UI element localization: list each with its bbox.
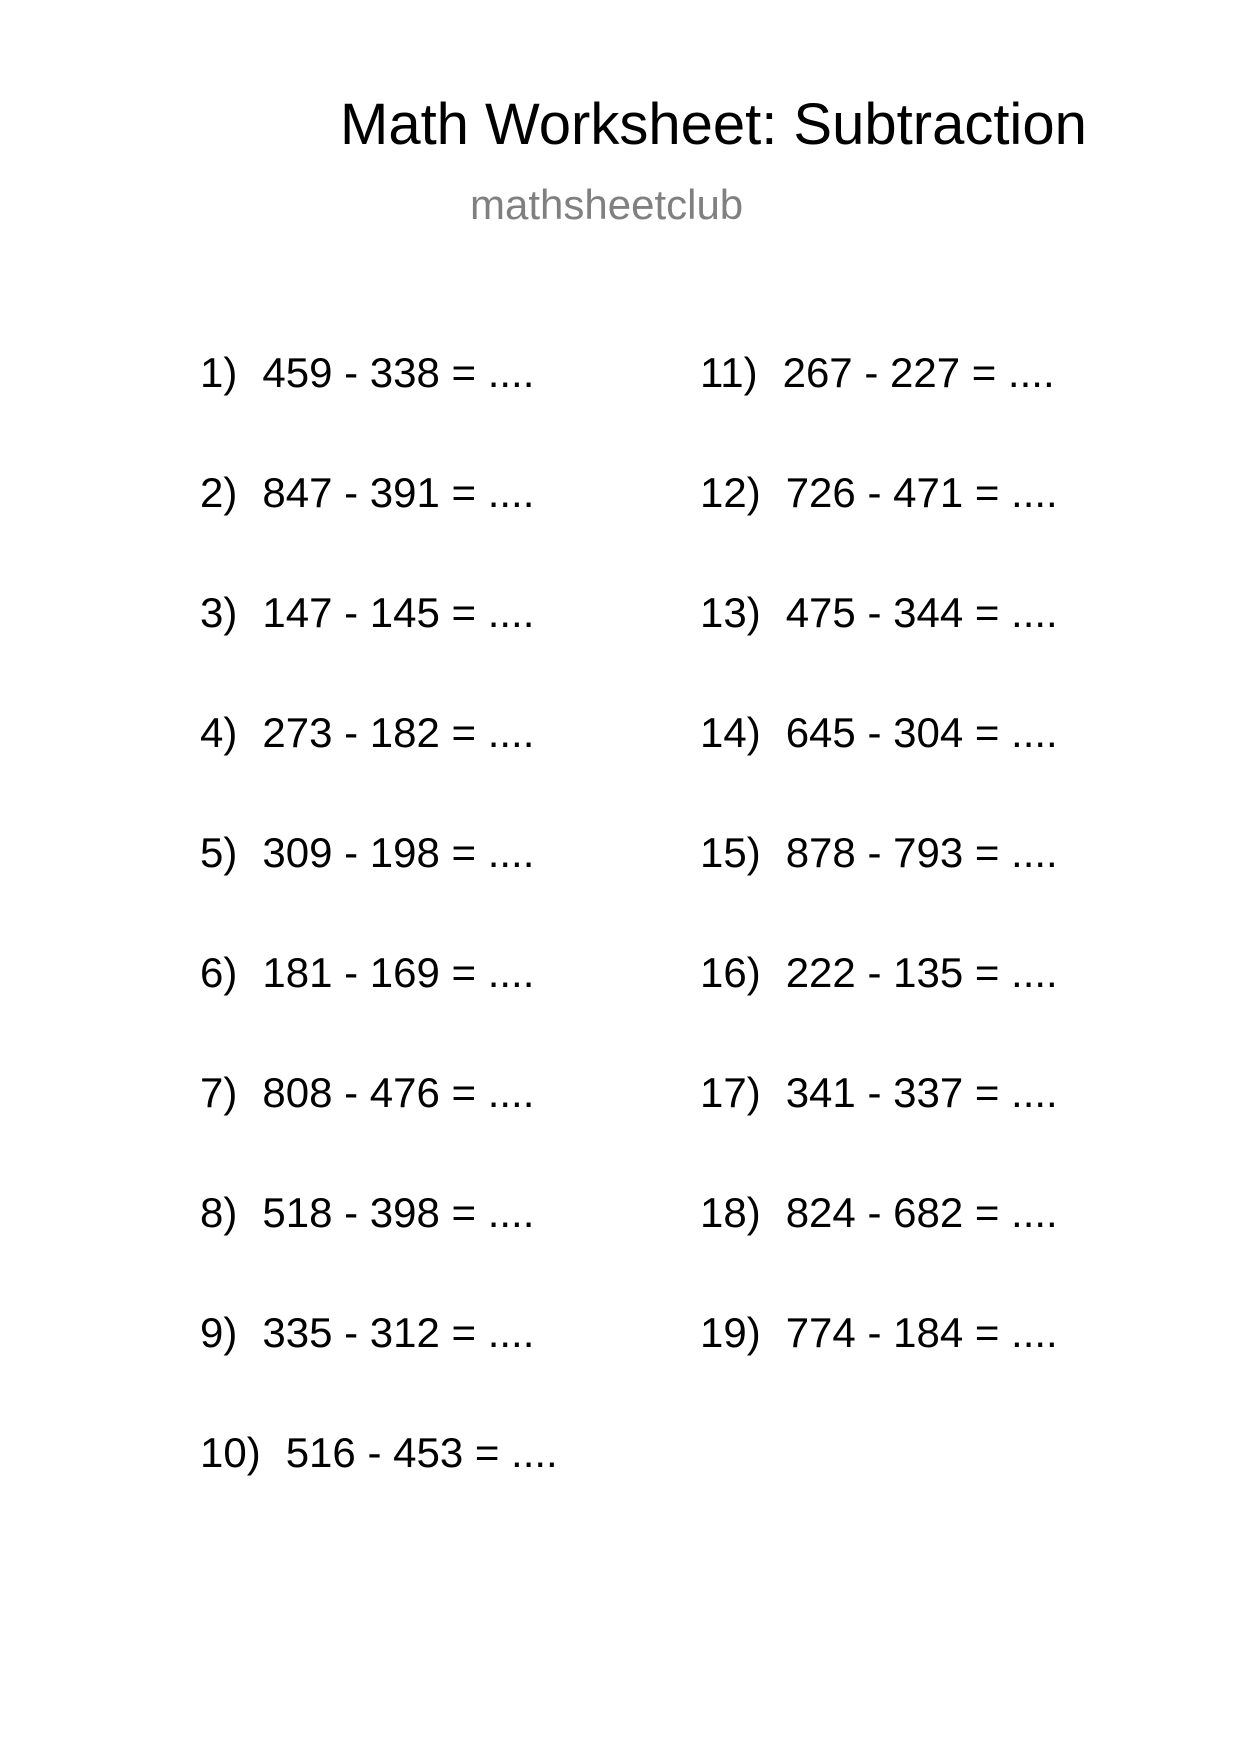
problem-number: 7) xyxy=(200,1069,238,1116)
problem-item xyxy=(700,1309,1058,1356)
problem-item xyxy=(700,469,1058,516)
problem-item xyxy=(200,1309,535,1356)
problem-expression: 459 - 338 = .... xyxy=(262,349,535,396)
problem-expression: 645 - 304 = .... xyxy=(785,709,1058,756)
problem-number: 5) xyxy=(200,829,238,876)
problem-number: 10) xyxy=(200,1429,261,1476)
problem-number: 4) xyxy=(200,709,238,756)
problem-number: 18) xyxy=(700,1189,761,1236)
problem-number: 11) xyxy=(700,349,758,396)
problem-number: 3) xyxy=(200,589,238,636)
problem-item xyxy=(700,949,1058,996)
problem-item xyxy=(700,589,1058,636)
problem-number: 1) xyxy=(200,349,238,396)
problem-expression: 475 - 344 = .... xyxy=(785,589,1058,636)
problem-number: 15) xyxy=(700,829,761,876)
problem-expression: 808 - 476 = .... xyxy=(262,1069,535,1116)
problem-number: 13) xyxy=(700,589,761,636)
problem-number: 19) xyxy=(700,1309,761,1356)
problem-item xyxy=(200,1429,558,1476)
problem-expression: 222 - 135 = .... xyxy=(785,949,1058,996)
problem-item xyxy=(200,709,535,756)
problem-expression: 309 - 198 = .... xyxy=(262,829,535,876)
problem-item xyxy=(700,829,1058,876)
problem-expression: 847 - 391 = .... xyxy=(262,469,535,516)
problem-expression: 341 - 337 = .... xyxy=(785,1069,1058,1116)
worksheet-title: Math Worksheet: Subtraction xyxy=(340,92,1087,157)
problem-item xyxy=(200,469,535,516)
problem-item xyxy=(700,1189,1058,1236)
problem-item xyxy=(200,1069,535,1116)
problem-item xyxy=(200,829,535,876)
problem-item xyxy=(700,709,1058,756)
problem-item xyxy=(200,949,535,996)
problem-number: 12) xyxy=(700,469,761,516)
problem-number: 9) xyxy=(200,1309,238,1356)
problem-expression: 516 - 453 = .... xyxy=(285,1429,558,1476)
problem-expression: 518 - 398 = .... xyxy=(262,1189,535,1236)
problem-item xyxy=(200,589,535,636)
problem-expression: 273 - 182 = .... xyxy=(262,709,535,756)
problem-number: 17) xyxy=(700,1069,761,1116)
problem-expression: 824 - 682 = .... xyxy=(785,1189,1058,1236)
problem-item xyxy=(200,349,535,396)
problem-expression: 726 - 471 = .... xyxy=(785,469,1058,516)
problem-item xyxy=(200,1189,535,1236)
problem-item xyxy=(700,1069,1058,1116)
problem-expression: 878 - 793 = .... xyxy=(785,829,1058,876)
problem-expression: 147 - 145 = .... xyxy=(262,589,535,636)
problem-expression: 181 - 169 = .... xyxy=(262,949,535,996)
problem-number: 16) xyxy=(700,949,761,996)
problem-expression: 774 - 184 = .... xyxy=(785,1309,1058,1356)
problem-expression: 335 - 312 = .... xyxy=(262,1309,535,1356)
problem-number: 6) xyxy=(200,949,238,996)
problem-number: 14) xyxy=(700,709,761,756)
problem-number: 8) xyxy=(200,1189,238,1236)
problem-expression: 267 - 227 = .... xyxy=(782,349,1055,396)
problem-number: 2) xyxy=(200,469,238,516)
worksheet-subtitle: mathsheetclub xyxy=(470,181,744,228)
problem-item xyxy=(700,349,1055,396)
